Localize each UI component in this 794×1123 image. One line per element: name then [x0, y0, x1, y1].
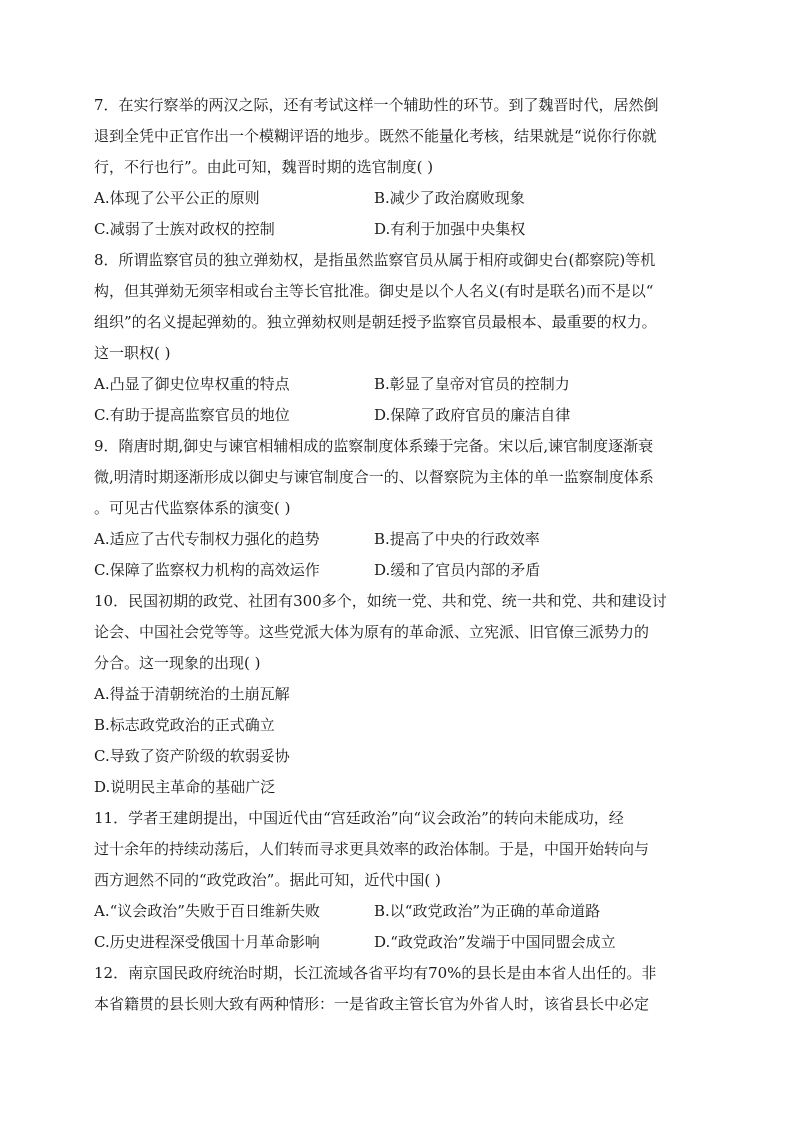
option-d[interactable]: D.“政党政治”发端于中国同盟会成立 [374, 933, 616, 951]
option-a[interactable]: A.得益于清朝统治的土崩瓦解 [94, 685, 290, 703]
option-row [94, 400, 698, 431]
question-text-line: 微,明清时期逐渐形成以御史与谏官制度合一的、以督察院为主体的单一监察制度体系 [94, 468, 654, 486]
option-row [94, 927, 698, 958]
option-a[interactable]: A.体现了公平公正的原则 [94, 189, 260, 207]
exam-page [94, 90, 698, 1020]
question-text-line: 这一职权( ) [94, 344, 171, 362]
question-10 [94, 586, 698, 803]
option-b[interactable]: B.彰显了皇帝对官员的控制力 [374, 375, 570, 393]
option-b[interactable]: B.提高了中央的行政效率 [374, 530, 540, 548]
question-text-line: 11．学者王建朗提出，中国近代由“宫廷政治”向“议会政治”的转向未能成功，经 [94, 809, 624, 827]
question-8 [94, 245, 698, 431]
option-c[interactable]: C.有助于提高监察官员的地位 [94, 406, 290, 424]
question-text-line: 退到全凭中正官作出一个模糊评语的地步。既然不能量化考核，结果就是“说你行你就 [94, 127, 657, 145]
question-text-line: 。可见古代监察体系的演变( ) [94, 499, 291, 517]
option-row [94, 555, 698, 586]
question-text-line: 分合。这一现象的出现( ) [94, 654, 261, 672]
option-c[interactable]: C.历史进程深受俄国十月革命影响 [94, 933, 320, 951]
option-b[interactable]: B.标志政党政治的正式确立 [94, 716, 275, 734]
option-b[interactable]: B.减少了政治腐败现象 [374, 189, 525, 207]
question-text-line: 本省籍贯的县长则大致有两种情形：一是省政主管长官为外省人时，该省县长中必定 [94, 995, 650, 1013]
option-d[interactable]: D.有利于加强中央集权 [374, 220, 526, 238]
option-b[interactable]: B.以“政党政治”为正确的革命道路 [374, 902, 601, 920]
question-text-line: 行，不行也行”。由此可知，魏晋时期的选官制度( ) [94, 158, 434, 176]
question-text-line: 9．隋唐时期,御史与谏官相辅相成的监察制度体系臻于完备。宋以后,谏官制度逐渐衰 [94, 437, 654, 455]
option-a[interactable]: A.凸显了御史位卑权重的特点 [94, 375, 290, 393]
option-row [94, 896, 698, 927]
question-9 [94, 431, 698, 586]
option-row [94, 214, 698, 245]
question-text-line: 构，但其弹劾无须宰相或台主等长官批准。御史是以个人名义(有时是联名)而不是以“ [94, 282, 654, 300]
option-c[interactable]: C.导致了资产阶级的软弱妥协 [94, 747, 290, 765]
question-text-line: 组织”的名义提起弹劾的。独立弹劾权则是朝廷授予监察官员最根本、最重要的权力。 [94, 313, 657, 331]
question-text-line: 12．南京国民政府统治时期，长江流域各省平均有70%的县长是由本省人出任的。非 [94, 964, 657, 982]
option-row [94, 183, 698, 214]
question-text-line: 过十余年的持续动荡后，人们转而寻求更具效率的政治体制。于是，中国开始转向与 [94, 840, 650, 858]
option-a[interactable]: A.“议会政治”失败于百日维新失败 [94, 902, 320, 920]
option-c[interactable]: C.保障了监察权力机构的高效运作 [94, 561, 320, 579]
option-a[interactable]: A.适应了古代专制权力强化的趋势 [94, 530, 320, 548]
question-text-line: 7．在实行察举的两汉之际，还有考试这样一个辅助性的环节。到了魏晋时代，居然倒 [94, 96, 659, 114]
option-d[interactable]: D.保障了政府官员的廉洁自律 [374, 406, 571, 424]
question-text-line: 西方迥然不同的“政党政治”。据此可知，近代中国( ) [94, 871, 441, 889]
option-d[interactable]: D.缓和了官员内部的矛盾 [374, 561, 541, 579]
option-d[interactable]: D.说明民主革命的基础广泛 [94, 778, 276, 796]
question-text-line: 10．民国初期的政党、社团有300多个，如统一党、共和党、统一共和党、共和建设讨 [94, 592, 667, 610]
question-12 [94, 958, 698, 1020]
option-row [94, 524, 698, 555]
question-11 [94, 803, 698, 958]
question-7 [94, 90, 698, 245]
question-text-line: 8．所谓监察官员的独立弹劾权，是指虽然监察官员从属于相府或御史台(都察院)等机 [94, 251, 656, 269]
option-row [94, 369, 698, 400]
option-c[interactable]: C.减弱了士族对政权的控制 [94, 220, 275, 238]
question-text-line: 论会、中国社会党等等。这些党派大体为原有的革命派、立宪派、旧官僚三派势力的 [94, 623, 650, 641]
